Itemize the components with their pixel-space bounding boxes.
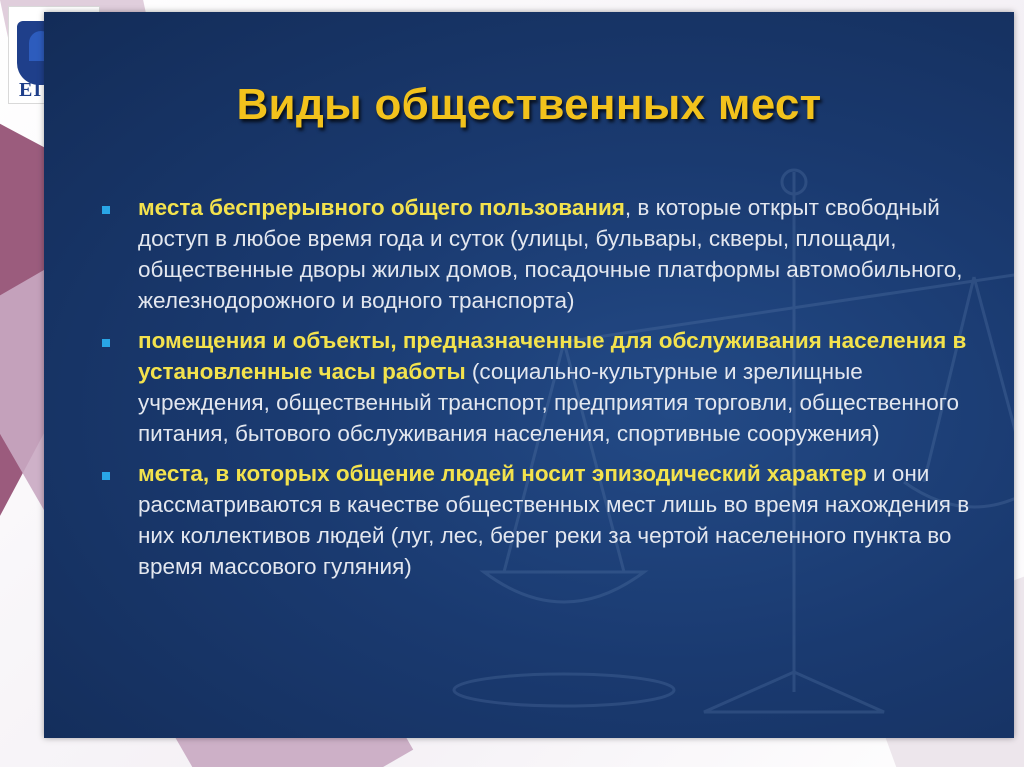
square-bullet-icon	[102, 339, 110, 347]
bullet-text: , в которые открыт свободный доступ в любое время года и суток (улицы, бульвары, скверы, площади, общественные дворы жилых домов, посадочные платформы автомобильного, железнодорожного и водного транспорта)	[138, 195, 963, 313]
bullet-item	[98, 192, 978, 316]
bullet-text: (социально-культурные и зрелищные учреждения, общественный транспорт, предприятия торговли, общественного питания, бытового обслуживания населения, спортивные сооружения)	[138, 359, 960, 446]
bullet-text: и они рассматриваются в качестве общественных мест лишь во время нахождения в них коллективов людей (луг, лес, берег реки за чертой населенного пункта во время массового гуляния)	[138, 461, 970, 579]
slide	[44, 12, 1014, 738]
bullet-highlight: места, в которых общение людей носит эпизодический характер	[138, 461, 867, 486]
bullet-highlight: места беспрерывного общего пользования	[138, 195, 625, 220]
bullet-item	[98, 458, 978, 582]
square-bullet-icon	[102, 206, 110, 214]
bullet-highlight: помещения и объекты, предназначенные для обслуживания населения в установленные часы работы	[138, 328, 967, 384]
logo-text: EI	[19, 79, 43, 101]
bullet-list	[98, 192, 978, 591]
bullet-item	[98, 325, 978, 449]
square-bullet-icon	[102, 472, 110, 480]
slide-title: Виды общественных мест	[236, 80, 822, 129]
